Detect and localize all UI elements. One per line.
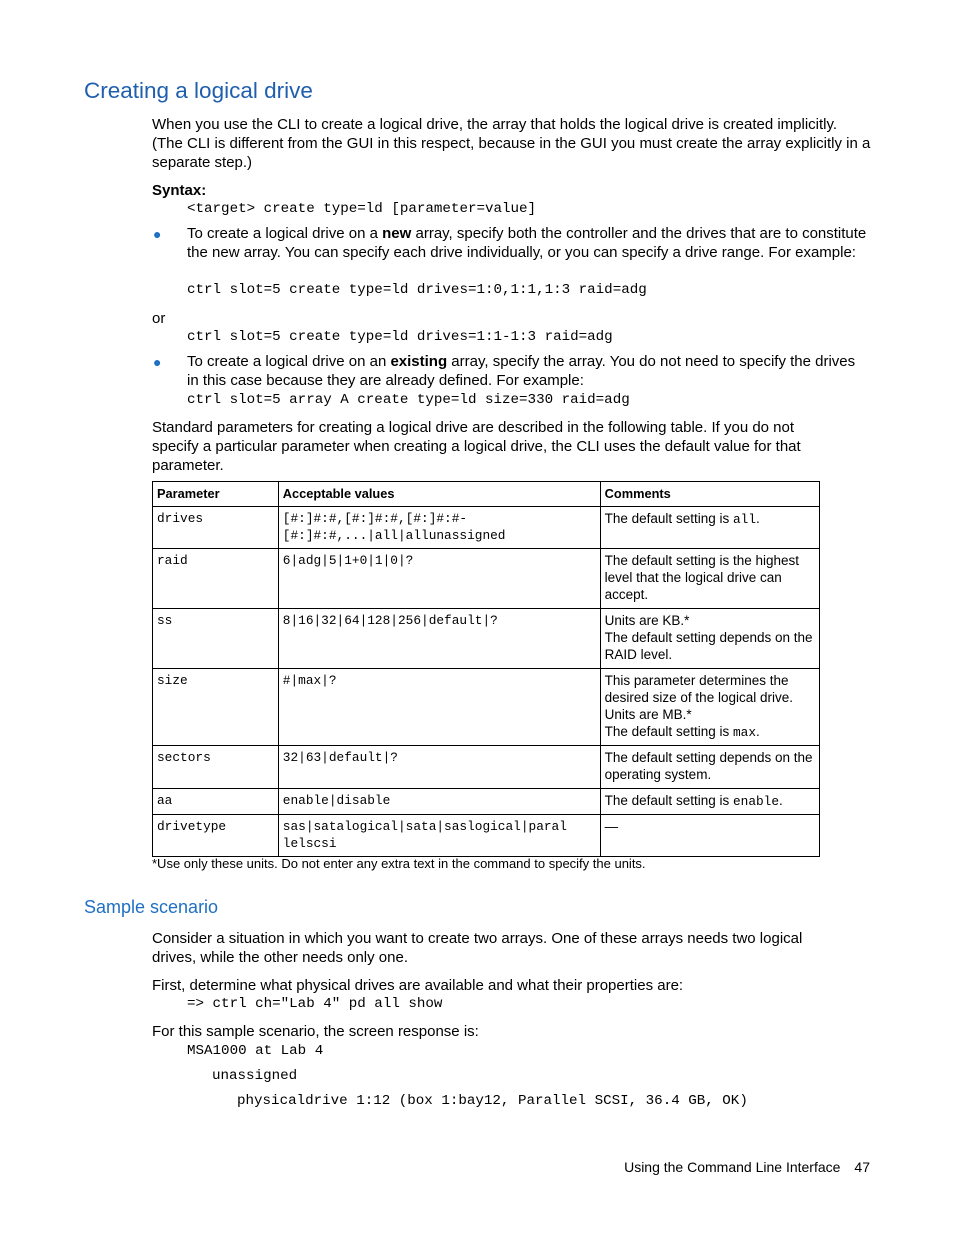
scenario-command: => ctrl ch="Lab 4" pd all show (187, 996, 443, 1012)
cell-values: 32|63|default|? (278, 746, 600, 789)
cell-comments: The default setting is enable. (600, 789, 819, 815)
cell-parameter: sectors (153, 746, 279, 789)
table-footnote: *Use only these units. Do not enter any extra text in the command to specify the units. (152, 856, 646, 871)
page-footer (610, 1159, 870, 1175)
page-number: 47 (854, 1159, 870, 1175)
or-text: or (152, 310, 166, 327)
subsection-title: Sample scenario (84, 897, 219, 917)
section-title: Creating a logical drive (84, 78, 313, 103)
bullet-existing-array: To create a logical drive on an existing array, specify the array. You do not need to specify the drives in this case because they are already defined. For example: (187, 353, 856, 389)
cell-comments: The default setting is the highest level that the logical drive can accept. (600, 549, 819, 609)
syntax-label: Syntax: (152, 182, 207, 199)
cell-values: [#:]#:#,[#:]#:#,[#:]#:#- [#:]#:#,...|all|allunassigned (278, 507, 600, 549)
output-line-2: unassigned (212, 1068, 298, 1084)
cell-values: #|max|? (278, 669, 600, 746)
bullet-icon: ● (153, 226, 162, 242)
parameters-table (152, 481, 820, 857)
cell-values: 8|16|32|64|128|256|default|? (278, 609, 600, 669)
table-row (153, 746, 820, 789)
table-header-row (153, 482, 820, 507)
example-code-2: ctrl slot=5 create type=ld drives=1:1-1:3 raid=adg (187, 329, 613, 345)
intro-paragraph: When you use the CLI to create a logical drive, the array that holds the logical drive is created implicitly. (The CLI is different from the GUI in this respect, because in the GUI you must create the array explicitly in a separate step.) (152, 116, 871, 171)
cell-comments: Units are KB.* The default setting depends on the RAID level. (600, 609, 819, 669)
table-row (153, 507, 820, 549)
header-values: Acceptable values (278, 482, 600, 507)
table-row (153, 549, 820, 609)
bullet-new-array: To create a logical drive on a new array, specify both the controller and the drives that are to constitute the new array. You can specify each drive individually, or you can specify a drive range. For example: (187, 225, 867, 261)
bullet-icon: ● (153, 354, 162, 370)
output-line-3: physicaldrive 1:12 (box 1:bay12, Parallel SCSI, 36.4 GB, OK) (237, 1093, 748, 1109)
cell-values: sas|satalogical|sata|saslogical|paral lelscsi (278, 815, 600, 857)
table-row (153, 609, 820, 669)
scenario-paragraph-1: Consider a situation in which you want to create two arrays. One of these arrays needs two logical drives, while the other needs only one. (152, 930, 803, 966)
example-code-3: ctrl slot=5 array A create type=ld size=330 raid=adg (187, 392, 630, 408)
cell-parameter: drives (153, 507, 279, 549)
output-line-1: MSA1000 at Lab 4 (187, 1043, 324, 1059)
table-row (153, 815, 820, 857)
table-row (153, 789, 820, 815)
header-parameter: Parameter (153, 482, 279, 507)
cell-values: 6|adg|5|1+0|1|0|? (278, 549, 600, 609)
syntax-code: <target> create type=ld [parameter=value] (187, 201, 537, 217)
table-row (153, 669, 820, 746)
cell-parameter: raid (153, 549, 279, 609)
cell-parameter: size (153, 669, 279, 746)
cell-values: enable|disable (278, 789, 600, 815)
cell-parameter: drivetype (153, 815, 279, 857)
cell-parameter: aa (153, 789, 279, 815)
cell-parameter: ss (153, 609, 279, 669)
scenario-paragraph-3: For this sample scenario, the screen response is: (152, 1023, 479, 1040)
footer-text: Using the Command Line Interface (624, 1159, 841, 1175)
example-code-1: ctrl slot=5 create type=ld drives=1:0,1:1,1:3 raid=adg (187, 282, 647, 298)
cell-comments: — (600, 815, 819, 857)
params-intro: Standard parameters for creating a logical drive are described in the following table. If you do not specify a particular parameter when creating a logical drive, the CLI uses the default value for that parameter. (152, 419, 801, 474)
scenario-paragraph-2: First, determine what physical drives are available and what their properties are: (152, 977, 684, 994)
cell-comments: This parameter determines the desired size of the logical drive. Units are MB.* The default setting is max. (600, 669, 819, 746)
cell-comments: The default setting depends on the operating system. (600, 746, 819, 789)
cell-comments: The default setting is all. (600, 507, 819, 549)
header-comments: Comments (600, 482, 819, 507)
